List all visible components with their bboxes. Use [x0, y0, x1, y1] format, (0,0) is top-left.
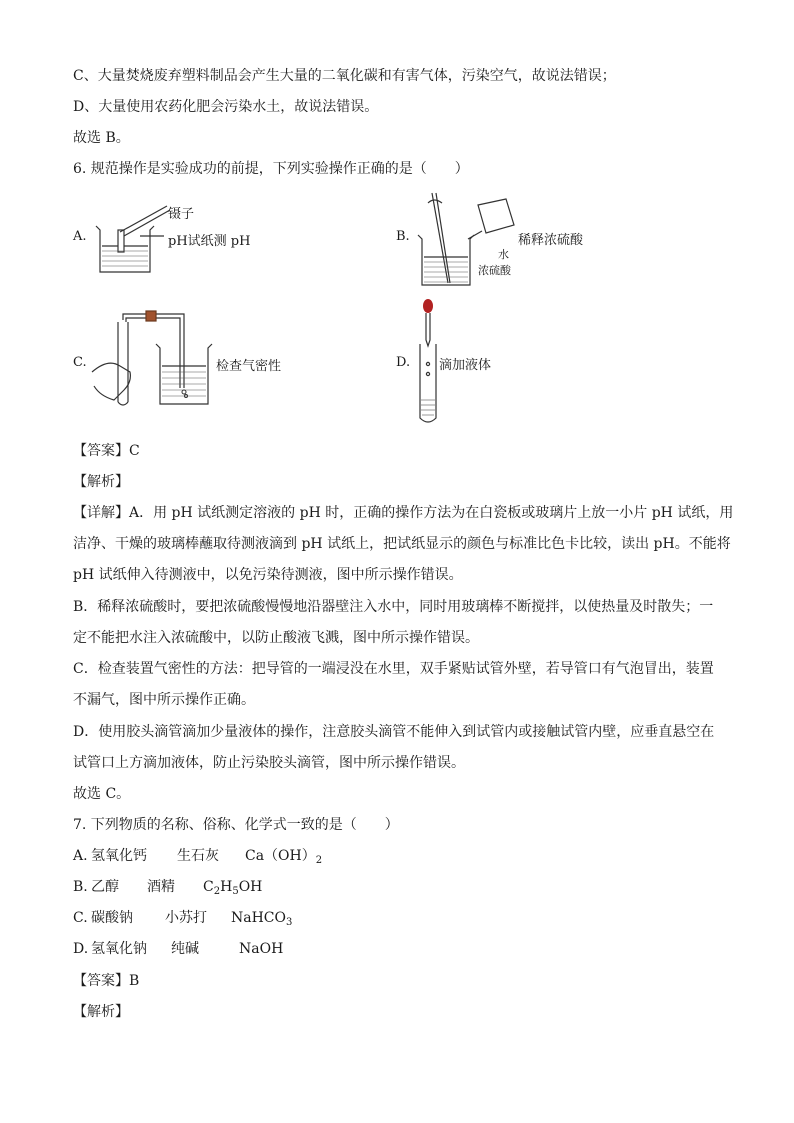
figure-c-caption: 检查气密性	[216, 359, 282, 374]
figure-b-water-label: 水	[498, 248, 509, 261]
q7-option-c-common: 小苏打	[165, 910, 207, 926]
q6-detail-line-2: 洁净、干燥的玻璃棒蘸取待测液滴到 pH 试纸上，把试纸显示的颜色与标准比色卡比较，读出 pH。不能将	[73, 536, 731, 552]
q6-analysis-heading: 【解析】	[73, 474, 129, 490]
q6-detail-line-5: 定不能把水注入浓硫酸中，以防止酸液飞溅，图中所示操作错误。	[73, 630, 479, 646]
q7-option-b	[73, 877, 263, 897]
q6-detail-line-3: pH 试纸伸入待测液中，以免污染待测液，图中所示操作错误。	[73, 567, 463, 583]
q7-option-b-letter: B.	[73, 879, 88, 895]
q6-detail-line-8: D．使用胶头滴管滴加少量液体的操作，注意胶头滴管不能伸入到试管内或接触试管内壁，应垂直悬空在	[73, 724, 715, 740]
q7-option-c-name: 碳酸钠	[91, 910, 133, 926]
figure-d-caption: 滴加液体	[439, 358, 492, 373]
q7-option-a	[73, 846, 323, 866]
q7-option-a-letter: A.	[73, 848, 88, 864]
q6-stem: 6. 规范操作是实验成功的前提，下列实验操作正确的是（ ）	[73, 161, 469, 177]
q6-detail-line-6: C．检查装置气密性的方法：把导管的一端浸没在水里，双手紧贴试管外壁，若导管口有气泡冒出，装置	[73, 661, 714, 677]
figure-d-letter: D.	[396, 355, 411, 370]
q7-option-c-formula: NaHCO$_3$	[231, 910, 293, 928]
figure-b-acid-label: 浓硫酸	[478, 264, 511, 277]
q7-option-d-common: 纯碱	[171, 941, 199, 957]
figure-c-airtightness-illustration	[90, 310, 220, 410]
q6-selection: 故选 C。	[73, 786, 131, 802]
q7-option-a-formula: $Ca(OH)_2$	[245, 848, 323, 866]
q6-answer: 【答案】C	[73, 443, 140, 459]
q7-option-d-name: 氢氧化钠	[91, 941, 147, 957]
q7-option-b-common: 酒精	[147, 879, 175, 895]
figure-a-letter: A.	[73, 229, 87, 244]
q7-option-c	[73, 908, 293, 928]
q6-detail-line-9: 试管口上方滴加液体，防止污染胶头滴管，图中所示操作错误。	[73, 755, 465, 771]
q7-option-a-name: 氢氧化钙	[91, 848, 147, 864]
q7-answer: 【答案】B	[73, 973, 140, 989]
q7-option-b-formula: $C_2H_5OH$	[203, 879, 263, 897]
q6-detail-line-1: 【详解】A．用 pH 试纸测定溶液的 pH 时，正确的操作方法为在白瓷板或玻璃片上放一小片 pH 试纸，用	[73, 505, 734, 521]
q7-option-a-common: 生石灰	[177, 848, 219, 864]
figure-c-letter: C.	[73, 355, 87, 370]
q7-option-d	[73, 939, 284, 959]
figure-b-caption: 稀释浓硫酸	[518, 233, 584, 248]
q7-analysis-heading: 【解析】	[73, 1004, 129, 1020]
figure-b-dilution-illustration	[410, 185, 520, 295]
q5-option-d-explanation: D、大量使用农药化肥会污染水土，故说法错误。	[73, 99, 379, 115]
figure-a-caption: pH试纸测 pH	[168, 234, 251, 249]
q7-option-d-letter: D.	[73, 941, 89, 957]
figure-a-tweezers-label: 镊子	[168, 207, 195, 222]
q7-option-c-letter: C.	[73, 910, 88, 926]
q5-selection: 故选 B。	[73, 130, 130, 146]
q5-option-c-explanation: C、大量焚烧废弃塑料制品会产生大量的二氧化碳和有害气体，污染空气，故说法错误；	[73, 68, 616, 84]
figure-b-letter: B.	[396, 229, 410, 244]
q6-detail-line-4: B．稀释浓硫酸时，要把浓硫酸慢慢地沿器壁注入水中，同时用玻璃棒不断搅拌，以使热量及时散失；一	[73, 599, 714, 615]
q7-option-d-formula: NaOH	[239, 941, 284, 957]
q7-option-b-name: 乙醇	[91, 879, 119, 895]
q6-detail-line-7: 不漏气，图中所示操作正确。	[73, 692, 255, 708]
q7-stem: 7. 下列物质的名称、俗称、化学式一致的是（ ）	[73, 817, 399, 833]
